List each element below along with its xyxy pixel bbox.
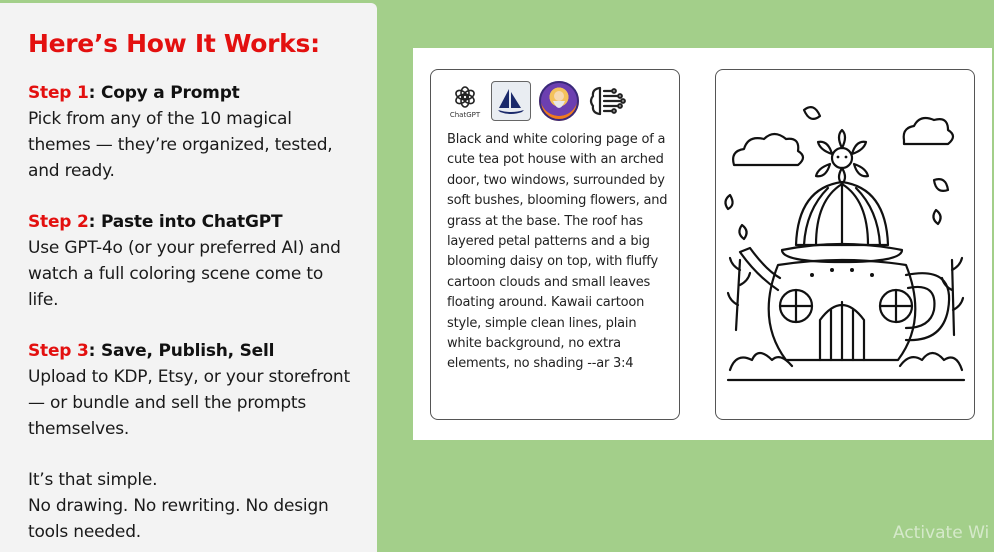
step-number: Step 2	[28, 212, 89, 232]
step-2	[28, 209, 377, 313]
step-number: Step 1	[28, 83, 89, 103]
chatgpt-logo	[447, 81, 483, 121]
brain-ai-logo	[587, 81, 627, 121]
step-number: Step 3	[28, 341, 89, 361]
midjourney-icon	[495, 86, 527, 116]
prompt-box	[430, 69, 680, 420]
step-1	[28, 80, 377, 184]
activate-windows-watermark: Activate Wi	[893, 523, 990, 543]
closing-line-2: No drawing. No rewriting. No design tools needed.	[28, 496, 329, 542]
step-heading: : Paste into ChatGPT	[88, 212, 283, 232]
leonardo-icon	[539, 81, 579, 121]
leonardo-logo	[539, 81, 579, 121]
step-description: Use GPT-4o (or your preferred AI) and watch a full coloring scene come to life.	[28, 238, 341, 310]
step-title	[28, 209, 377, 235]
example-image-card	[413, 48, 992, 440]
step-description: Upload to KDP, Etsy, or your storefront — or bundle and sell the prompts themselves.	[28, 367, 350, 439]
step-description: Pick from any of the 10 magical themes — they’re organized, tested, and ready.	[28, 109, 333, 181]
teapot-house-illustration	[716, 70, 975, 420]
step-heading: : Save, Publish, Sell	[88, 341, 275, 361]
step-3	[28, 338, 377, 442]
step-heading: : Copy a Prompt	[88, 83, 240, 103]
ai-logos	[447, 78, 669, 124]
brain-ai-icon	[588, 84, 626, 118]
prompt-text: Black and white coloring page of a cute tea pot house with an arched door, two windows, surrounded by soft bushes, blooming flowers, and grass at the base. The roof has layered petal patterns and a big blooming daisy on top, with fluffy cartoon clouds and small leaves floating around. Kawaii cartoon style, simple clean lines, plain white background, no extra elements, no shading --ar 3:4	[447, 132, 668, 372]
instructions-panel	[0, 3, 377, 552]
chatgpt-label: ChatGPT	[449, 110, 481, 119]
page-title: Here’s How It Works:	[28, 29, 320, 58]
chatgpt-icon	[452, 84, 478, 110]
midjourney-logo	[491, 81, 531, 121]
coloring-page-preview	[715, 69, 975, 420]
step-title	[28, 80, 377, 106]
step-title	[28, 338, 377, 364]
closing-line-1: It’s that simple.	[28, 470, 158, 490]
closing-text	[28, 467, 377, 545]
